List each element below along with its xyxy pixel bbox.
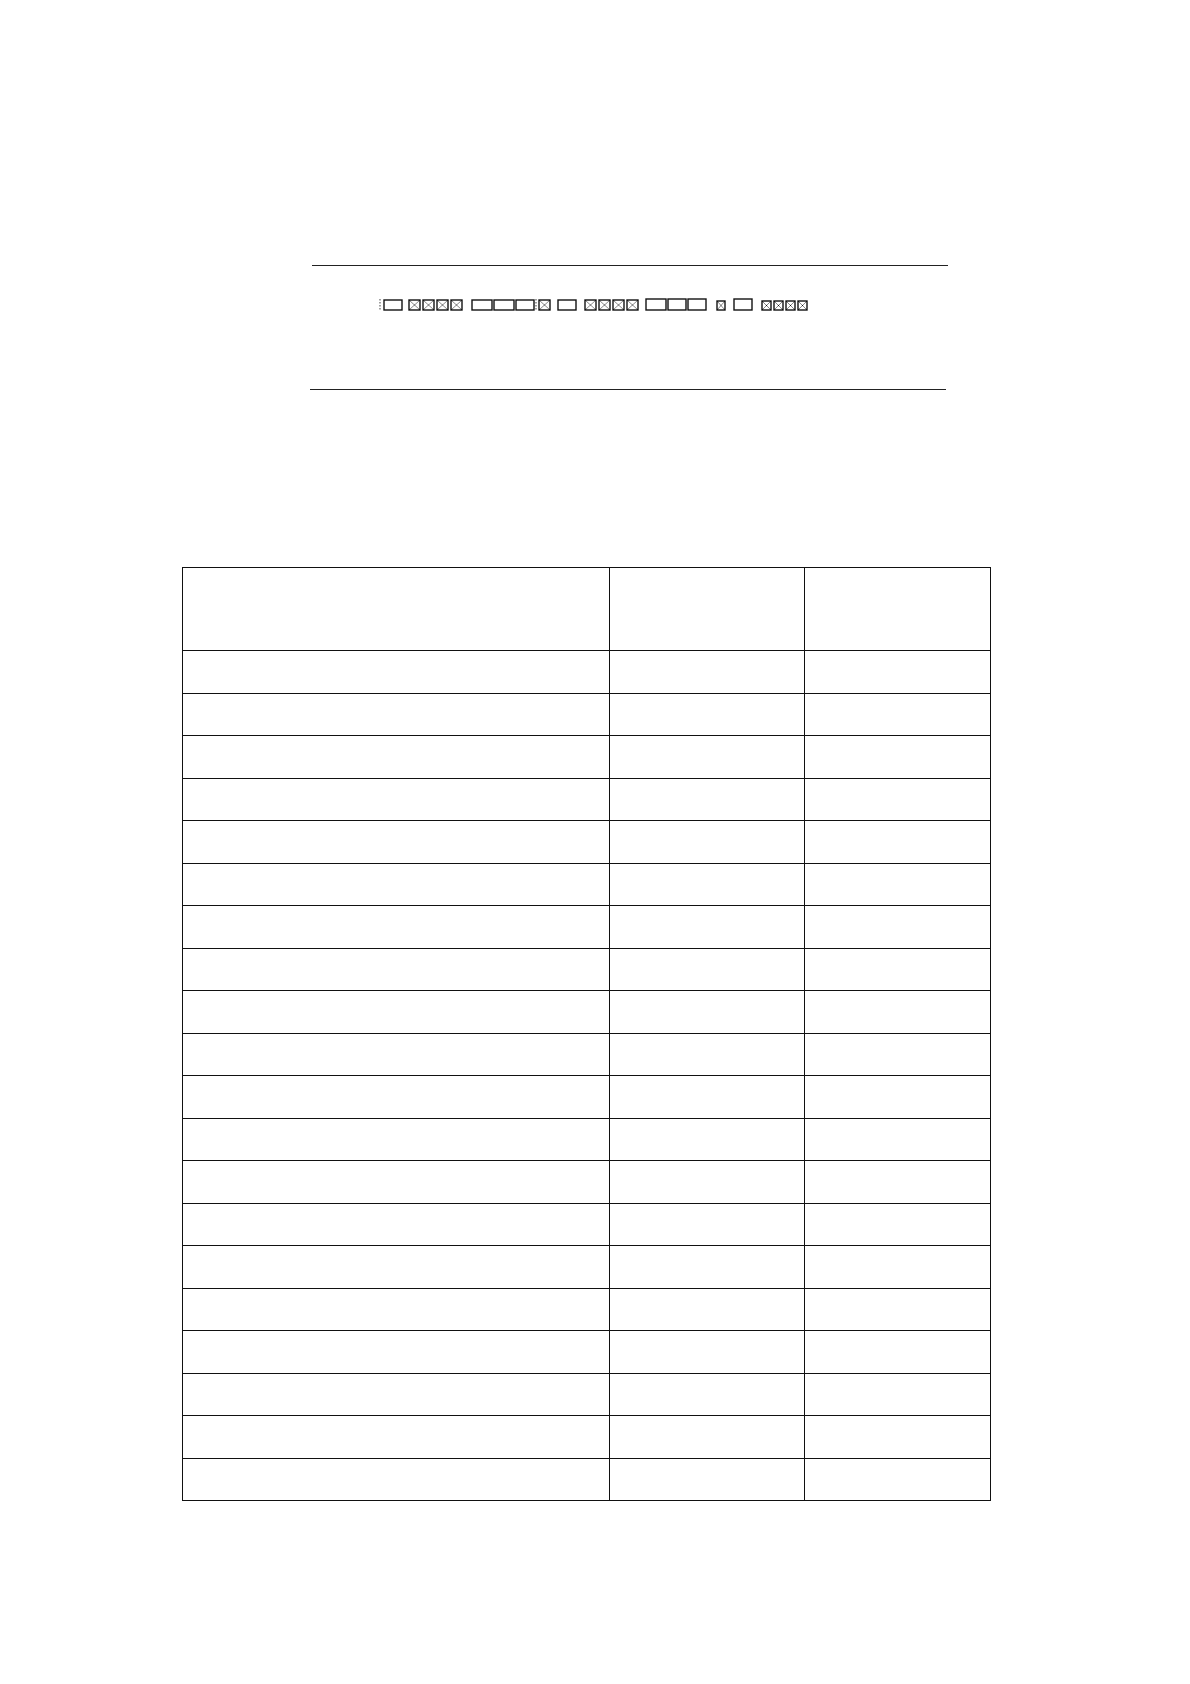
table-cell: [805, 651, 991, 694]
table-cell: [805, 863, 991, 906]
table-cell: [183, 736, 610, 779]
table-cell: [805, 1331, 991, 1374]
table-cell: [805, 821, 991, 864]
table-row: [183, 991, 991, 1034]
table-cell: [183, 1458, 610, 1501]
table-cell: [183, 1246, 610, 1289]
table-cell: [805, 1416, 991, 1459]
table-cell: [610, 651, 805, 694]
table-row: [183, 693, 991, 736]
table-cell: [183, 1161, 610, 1204]
table-cell: [805, 778, 991, 821]
table-cell: [183, 948, 610, 991]
table-cell: [183, 651, 610, 694]
table-cell: [183, 1288, 610, 1331]
table-cell: [805, 991, 991, 1034]
table-cell: [183, 1076, 610, 1119]
title-top-rule: [312, 265, 948, 266]
table-cell: [610, 1203, 805, 1246]
table-cell: [805, 1246, 991, 1289]
table-cell: [610, 1033, 805, 1076]
table-row: [183, 1076, 991, 1119]
table-row: [183, 651, 991, 694]
table-header-cell: [805, 568, 991, 651]
table-cell: [610, 1118, 805, 1161]
table-row: [183, 1161, 991, 1204]
table-cell: [805, 1161, 991, 1204]
table-cell: [805, 1076, 991, 1119]
table-cell: [183, 778, 610, 821]
table-row: [183, 778, 991, 821]
table-cell: [183, 1203, 610, 1246]
table-cell: [610, 906, 805, 949]
table-cell: [183, 1373, 610, 1416]
table-cell: [183, 991, 610, 1034]
data-table: [182, 567, 991, 1501]
table-cell: [183, 1033, 610, 1076]
table-header-cell: [183, 568, 610, 651]
table-cell: [610, 863, 805, 906]
table-cell: [183, 1118, 610, 1161]
table-cell: [610, 736, 805, 779]
table-cell: [610, 948, 805, 991]
table-header-row: [183, 568, 991, 651]
table-row: [183, 1246, 991, 1289]
table-cell: [183, 1331, 610, 1374]
table-cell: [805, 1288, 991, 1331]
table-cell: [183, 906, 610, 949]
table-cell: [183, 1416, 610, 1459]
table-cell: [805, 1373, 991, 1416]
table-cell: [610, 778, 805, 821]
table-cell: [610, 1288, 805, 1331]
table-cell: [183, 863, 610, 906]
table-cell: [610, 1331, 805, 1374]
table-row: [183, 736, 991, 779]
table-cell: [183, 693, 610, 736]
table-row: [183, 821, 991, 864]
missing-glyph-boxes-icon: [378, 296, 898, 312]
title-missing-glyphs: [378, 296, 898, 312]
table-row: [183, 1458, 991, 1501]
table-row: [183, 1118, 991, 1161]
table-cell: [805, 1033, 991, 1076]
table-cell: [183, 821, 610, 864]
table-cell: [805, 1458, 991, 1501]
table-cell: [610, 1246, 805, 1289]
table-cell: [805, 1118, 991, 1161]
table-cell: [805, 948, 991, 991]
table-cell: [610, 1373, 805, 1416]
table-cell: [610, 1416, 805, 1459]
table-row: [183, 1288, 991, 1331]
table-cell: [610, 821, 805, 864]
table-cell: [610, 991, 805, 1034]
table-cell: [610, 1076, 805, 1119]
table-row: [183, 1033, 991, 1076]
table-row: [183, 1331, 991, 1374]
table-cell: [805, 1203, 991, 1246]
table-row: [183, 906, 991, 949]
table-row: [183, 1203, 991, 1246]
table-cell: [805, 736, 991, 779]
table-cell: [610, 1161, 805, 1204]
table-row: [183, 1373, 991, 1416]
table-cell: [610, 1458, 805, 1501]
table-header-cell: [610, 568, 805, 651]
table-row: [183, 863, 991, 906]
title-bottom-rule: [310, 389, 946, 390]
table-row: [183, 1416, 991, 1459]
table-cell: [805, 906, 991, 949]
table-row: [183, 948, 991, 991]
table-cell: [805, 693, 991, 736]
table-cell: [610, 693, 805, 736]
